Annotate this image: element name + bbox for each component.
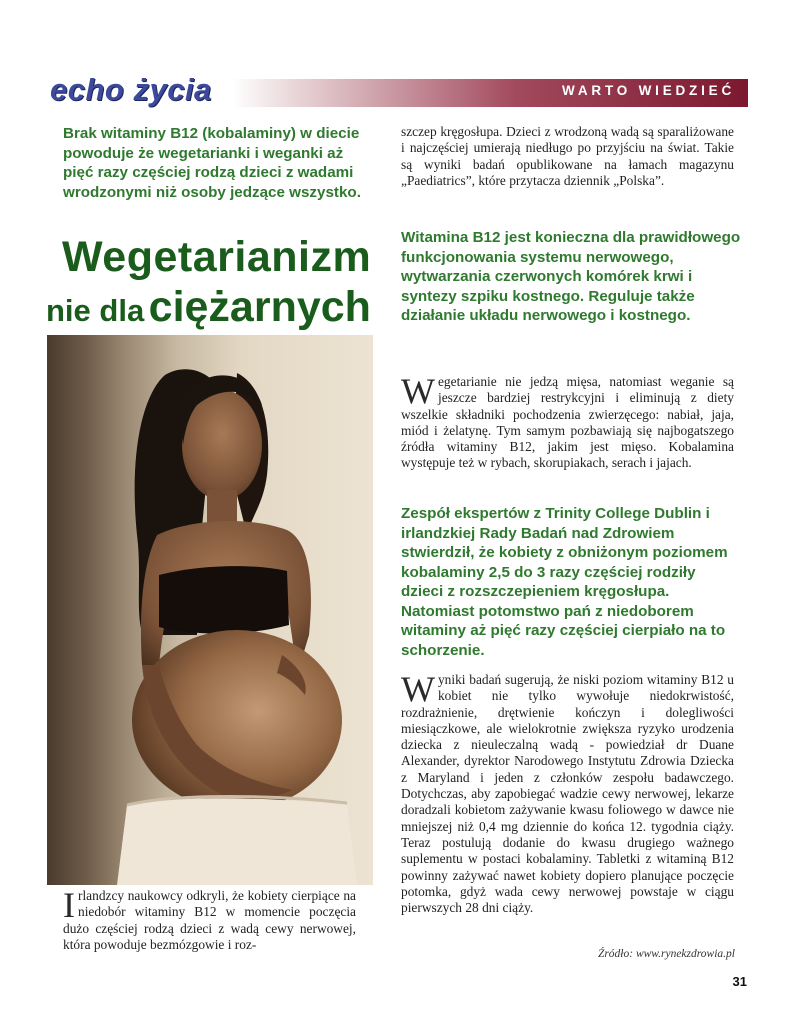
intro-body	[63, 885, 356, 953]
intro-text-left: rlandzcy naukowcy odkryli, że kobiety cierpiące na niedobór witaminy B12 w momencie poczęcia dużo częściej rodzą dzieci z wadą cewy nerwowej, która powoduje bezmózgowie i roz-	[63, 888, 356, 952]
paragraph-3	[401, 669, 734, 916]
intro-dropcap: I	[63, 885, 75, 925]
subtitle-big: ciężarnych	[148, 283, 371, 331]
pregnant-woman-photo	[47, 335, 373, 885]
source-citation: Źródło: www.rynekzdrowia.pl	[597, 948, 735, 960]
highlight-box-1: Witamina B12 jest konieczna dla prawidłowego funkcjonowania systemu nerwowego, wytwarzania czerwonych komórek krwi i syntezy szpiku kostnego. Reguluje także działanie układu nerwowego i kostnego.	[401, 229, 741, 324]
highlight-box-2: Zespół ekspertów z Trinity College Dublin i irlandzkiej Rady Badań nad Zdrowiem stwierdził, że kobiety z obniżonym poziomem kobalaminy 2,5 do 3 razy częściej rodziły dzieci z rozszczepieniem kręgosłupa. Natomiast potomstwo pań z niedoborem witaminy aż pięć razy częściej cierpiało na to schorzenie.	[401, 505, 728, 659]
section-label: WARTO WIEDZIEĆ	[562, 83, 735, 98]
photo-illustration	[47, 335, 373, 885]
article-title: Wegetarianizm	[62, 233, 372, 281]
lead-text: Brak witaminy B12 (kobalaminy) w diecie powoduje że wegetarianki i weganki aż pięć razy częściej rodzą dzieci z wadami wrodzonymi niż osoby jedzące wszystko.	[63, 125, 361, 201]
paragraph-2	[401, 371, 734, 472]
paragraph-2-body	[401, 371, 734, 472]
paragraph-3-text: yniki badań sugerują, że niski poziom witaminy B12 u kobiet nie tylko wywołuje niedokrwistość, rozdrażnienie, drętwienie kończyn i dolegliwości miesiączkowe, ale wielokrotnie zwiększa ryzyko urodzenia dziecka z nieuleczalną wadą - powiedział dr Duane Alexander, dyrektor Narodowego Instytutu Zdrowia Dziecka z Maryland i jeden z członków zespołu badawczego. Dotychczas, aby zapobiegać wadzie cewy nerwowej, lekarze doradzali kobietom zażywanie kwasu foliowego w dawce nie mniejszej niż 0,4 mg dziennie do końca 12. tygodnia ciąży. Teraz postulują dodanie do kwasu drugiego ważnego suplementu w postaci kobalaminy. Tabletki z witaminą B12 powinny zażywać nawet kobiety dopiero planujące poczęcie potomka, gdyż wada cewy nerwowej powstaje w ciągu pierwszych 28 dni ciąży.	[401, 672, 734, 916]
intro-paragraph	[63, 885, 356, 953]
intro-text-right: szczep kręgosłupa. Dzieci z wrodzoną wadą są sparaliżowane i najczęściej umierają niedługo po przyjściu na świat. Takie są wyniki badań opublikowane na łamach magazynu „Paediatrics”, które przytacza dziennik „Polska”.	[401, 124, 734, 188]
paragraph-3-body	[401, 669, 734, 916]
paragraph-2-dropcap: W	[401, 371, 435, 411]
page-number: 31	[732, 974, 747, 989]
paragraph-3-dropcap: W	[401, 669, 435, 709]
intro-continuation	[401, 124, 734, 189]
subtitle-small: nie dla	[46, 293, 145, 328]
paragraph-2-text: egetarianie nie jedzą mięsa, natomiast weganie są jeszcze bardziej restrykcyjni i eliminują z diety wszelkie składniki pochodzenia zwierzęcego: nabiał, jaja, miód i żelatynę. Tym samym pozbawiają się najbogatszego źródła witaminy B12, jakim jest mięso. Kobalamina występuje też w rybach, skorupiakach, serach i jajach.	[401, 374, 734, 471]
magazine-brand: echo życia	[50, 72, 212, 107]
article-subtitle	[46, 283, 371, 332]
